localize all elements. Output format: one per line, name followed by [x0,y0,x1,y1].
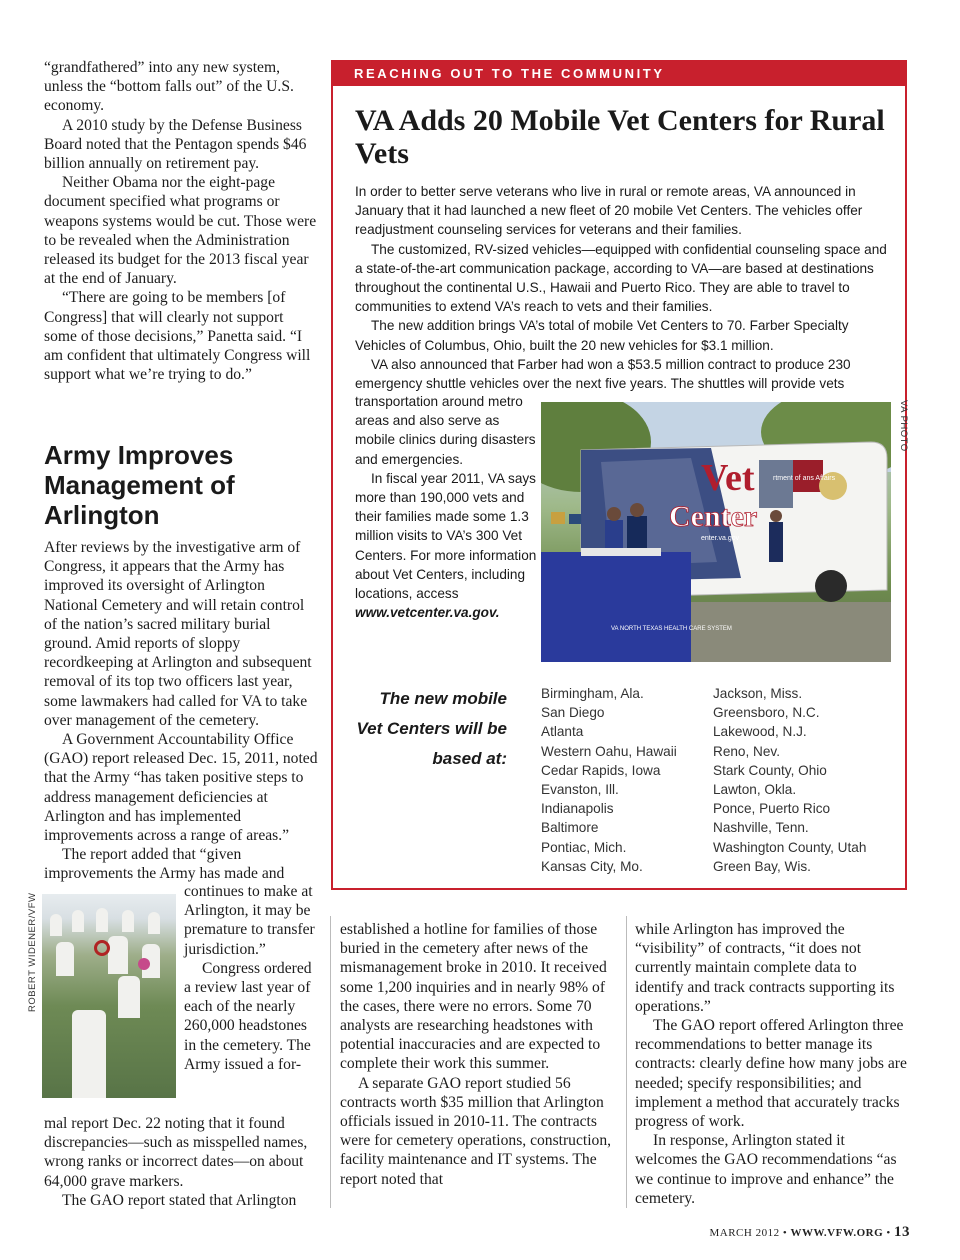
paragraph: Congress ordered a review last year of each of the nearly 260,000 headstones in the cemetery. The Army issued a for- [184,959,312,1073]
previous-article-text [44,58,320,384]
van-sign-vet: Vet [701,457,755,499]
cemetery-photo [42,894,176,1098]
right-column-text [635,920,907,1208]
photo-credit: VA PHOTO [898,400,909,452]
based-at-label: The new mobile Vet Centers will be based at: [356,689,507,768]
city-item: Pontiac, Mich. [541,839,627,855]
city-item: Indianapolis [541,801,614,817]
paragraph: continues to make at Arlington, it may be premature to transfer jurisdiction.” [184,883,315,958]
paragraph: After reviews by the investigative arm of Congress, it appears that the Army has improved its oversight of Arlington National Cemetery and will retain control of the nation’s sacred military burial ground. Amid reports of sloppy recordkeeping at Arlington and subsequent removal of its top two officers last year, some lawmakers had called for VA to take over management of the cemetery. [44,539,312,729]
city-item: San Diego [541,705,605,721]
paragraph: The report added that “given improvements the Army has made and [44,846,285,883]
site-link[interactable]: WWW.VFW.ORG [790,1227,884,1239]
city-item: Lakewood, N.J. [713,724,807,740]
city-item: Kansas City, Mo. [541,858,643,874]
mobile-vet-center-photo [541,402,891,662]
paragraph: VA also announced that Farber had won a $53.5 million contract to produce 230 emergency shuttle vehicles over the next five years. The shuttles will provide vets [355,356,851,392]
paragraph-text: In fiscal year 2011, VA says more than 190,000 vets and their families made some 1.3 million visits to VA’s 300 Vet Centers. For more information about Vet Centers, including locations, access [355,470,537,602]
paragraph: The customized, RV-sized vehicles—equipped with confidential counseling space and a state-of-the-art communication package, according to VA—are based at destinations throughout the continental U.S., Hawaii and Puerto Rico. They are able to travel to communities to extend VA’s reach to vets and their families. [355,241,887,315]
paragraph [355,469,539,623]
city-item: Nashville, Tenn. [713,820,809,836]
city-item: Jackson, Miss. [713,686,803,701]
city-item: Western Oahu, Hawaii [541,743,677,759]
city-item: Atlanta [541,724,584,740]
paragraph: “There are going to be members [of Congress] that will clearly not support some of those decisions,” Panetta said. “I am confident that ultimately Congress will support what we’re trying to do.” [44,289,311,384]
article-heading: Army Improves Management of Arlington [44,440,235,530]
city-item: Ponce, Puerto Rico [713,801,831,817]
sidebar-title: VA Adds 20 Mobile Vet Centers for Rural Vets [355,104,885,170]
paragraph: transportation around metro areas and also serve as mobile clinics during disasters and emergencies. [355,394,536,467]
sidebar-narrow-text [355,392,539,622]
city-item: Baltimore [541,820,599,836]
paragraph: A 2010 study by the Defense Business Board noted that the Pentagon spends $46 billion annually on retirement pay. [44,116,307,173]
paragraph: The GAO report stated that Arlington [62,1191,297,1209]
city-list-right [713,684,898,876]
paragraph: Neither Obama nor the eight-page document specified what programs or weapons systems would be cut. Those were to be revealed when the Administration released its budget for the 2013 fiscal year at the end of January. [44,174,317,288]
city-item: Stark County, Ohio [713,762,827,778]
city-item: Cedar Rapids, Iowa [541,762,661,778]
issue-date: MARCH 2012 [709,1227,780,1239]
separator: • [886,1227,891,1239]
paragraph: The GAO report offered Arlington three recommendations to better manage its contracts: clearly define how many jobs are needed; specify responsibilities; and implement a method that accurately tracks progress of work. [635,1017,907,1131]
paragraph: In response, Arlington stated it welcomes the GAO recommendations “as we continue to improve and enhance” the cemetery. [635,1132,897,1207]
table-banner-text: VA NORTH TEXAS HEALTH CARE SYSTEM [611,626,732,632]
van-sign-center: Center [669,500,758,533]
city-item: Birmingham, Ala. [541,686,644,701]
wrap-bottom-text [44,1114,324,1210]
vetcenter-link[interactable]: www.vetcenter.va.gov. [355,605,500,621]
paragraph: A Government Accountability Office (GAO) report released Dec. 15, 2011, noted that the Army “has taken positive steps to address management deficiencies at Arlington and has implemented improvements across a range of areas.” [44,731,318,845]
van-sign-web: enter.va.gov [701,535,740,542]
city-item: Lawton, Okla. [713,782,797,798]
photo-credit: ROBERT WIDENER/VFW [27,892,38,1012]
page-footer [709,1224,910,1241]
paragraph: In order to better serve veterans who live in rural or remote areas, VA announced in January that it had launched a new fleet of 20 mobile Vet Centers. The vehicles offer readjustment counseling services for veterans and their families. [355,184,863,238]
paragraph: “grandfathered” into any new system, unless the “bottom falls out” of the U.S. economy. [44,59,294,115]
city-item: Reno, Nev. [713,743,780,759]
sidebar-box [331,60,907,890]
sidebar-banner: REACHING OUT TO THE COMMUNITY [333,62,905,86]
city-item: Green Bay, Wis. [713,858,811,874]
wrap-text [184,882,320,1074]
van-sign-dept: rtment of ans Affairs [773,475,836,482]
separator: • [782,1227,788,1239]
page-number: 13 [894,1224,910,1240]
paragraph: established a hotline for families of those buried in the cemetery after news of the mismanagement broke in 2010. It received some 1,200 inquiries and in nearly 98% of the cases, there were no errors. Some 70 analysts are researching headstones with potential inaccuracies and are expected to complete their work this summer. [340,921,607,1073]
city-list-left [541,684,711,876]
middle-column-text [340,920,620,1189]
column-rule [626,916,627,1208]
arlington-article-body [44,538,320,884]
city-item: Evanston, Ill. [541,782,619,798]
paragraph: The new addition brings VA’s total of mobile Vet Centers to 70. Farber Specialty Vehicles of Columbus, Ohio, built the 20 new vehicles for $3.1 million. [355,318,849,353]
city-item: Greensboro, N.C. [713,705,820,721]
paragraph: while Arlington has improved the “visibility” of contracts, “it does not currently maintain complete data to identify and track contracts supporting its operations.” [635,921,895,1015]
paragraph: A separate GAO report studied 56 contracts worth $35 million that Arlington officials issued in 2010-11. The contracts were for cemetery operations, construction, facility maintenance and IT systems. The report noted that [340,1074,612,1188]
paragraph: mal report Dec. 22 noting that it found discrepancies—such as misspelled names, wrong ranks or incorrect dates—on about 64,000 grave markers. [44,1115,308,1190]
sidebar-body [355,182,895,393]
van-illustration [541,402,891,662]
column-rule [330,916,331,1208]
city-item: Washington County, Utah [713,839,867,855]
